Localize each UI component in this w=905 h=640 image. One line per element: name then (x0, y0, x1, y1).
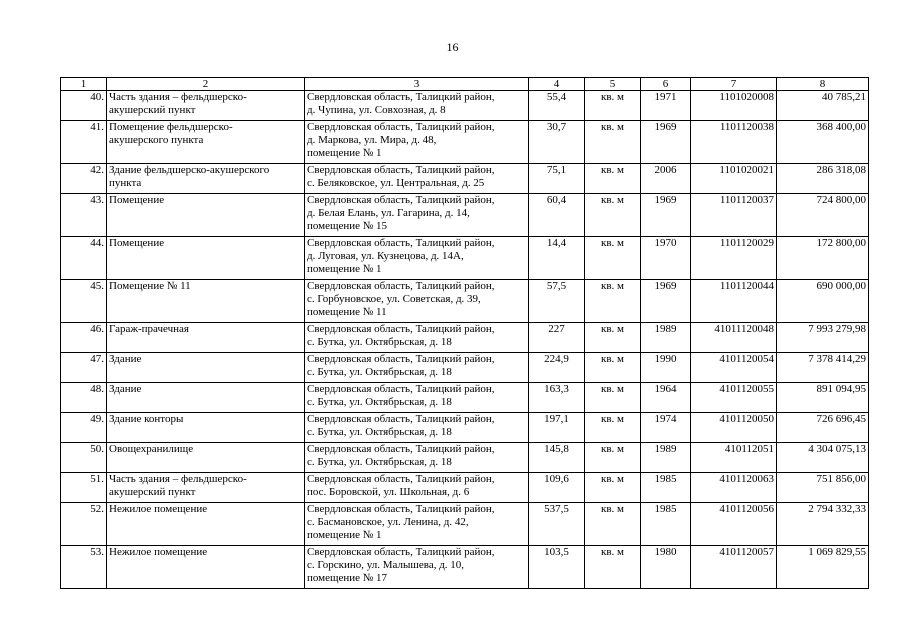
object-year: 1980 (641, 546, 691, 589)
object-year: 1985 (641, 503, 691, 546)
object-address-line: с. Бутка, ул. Октябрьская, д. 18 (307, 366, 452, 378)
inventory-code: 1101120037 (691, 194, 777, 237)
object-name (107, 323, 305, 353)
object-area: 75,1 (529, 164, 585, 194)
object-year: 1989 (641, 323, 691, 353)
object-name (107, 194, 305, 237)
object-address (305, 164, 529, 194)
table-row (61, 503, 869, 546)
object-address-line: помещение № 1 (307, 147, 382, 159)
row-number: 41. (61, 121, 107, 164)
object-address-line: Свердловская область, Талицкий район, (307, 280, 495, 292)
object-name-line: Помещение фельдшерско- (109, 121, 233, 133)
object-address-line: с. Басмановское, ул. Ленина, д. 42, (307, 516, 469, 528)
object-area: 163,3 (529, 383, 585, 413)
object-cost: 1 069 829,55 (777, 546, 869, 589)
object-name-line: Здание (109, 383, 142, 395)
inventory-code: 4101120063 (691, 473, 777, 503)
inventory-code: 1101120038 (691, 121, 777, 164)
object-address-line: с. Бутка, ул. Октябрьская, д. 18 (307, 396, 452, 408)
object-address-line: помещение № 15 (307, 220, 388, 232)
table-header-row (61, 78, 869, 91)
object-address-line: Свердловская область, Талицкий район, (307, 323, 495, 335)
object-area: 224,9 (529, 353, 585, 383)
object-year: 1970 (641, 237, 691, 280)
object-name-line: Здание конторы (109, 413, 184, 425)
object-area: 145,8 (529, 443, 585, 473)
object-cost: 4 304 075,13 (777, 443, 869, 473)
object-area: 30,7 (529, 121, 585, 164)
table-row (61, 194, 869, 237)
object-address-line: Свердловская область, Талицкий район, (307, 546, 495, 558)
inventory-code: 41011120048 (691, 323, 777, 353)
object-name-line: акушерский пункт (109, 104, 196, 116)
object-address-line: с. Горскино, ул. Малышева, д. 10, (307, 559, 465, 571)
object-year: 1969 (641, 121, 691, 164)
object-area: 197,1 (529, 413, 585, 443)
object-cost: 172 800,00 (777, 237, 869, 280)
area-unit: кв. м (585, 323, 641, 353)
object-name (107, 237, 305, 280)
area-unit: кв. м (585, 473, 641, 503)
column-header: 8 (777, 78, 869, 91)
object-area: 60,4 (529, 194, 585, 237)
table-row (61, 443, 869, 473)
object-year: 1964 (641, 383, 691, 413)
row-number: 48. (61, 383, 107, 413)
inventory-code: 4101120050 (691, 413, 777, 443)
object-address (305, 323, 529, 353)
object-address-line: Свердловская область, Талицкий район, (307, 194, 495, 206)
table-row (61, 473, 869, 503)
property-table (60, 77, 869, 589)
area-unit: кв. м (585, 443, 641, 473)
object-address (305, 280, 529, 323)
column-header: 6 (641, 78, 691, 91)
object-name (107, 383, 305, 413)
object-year: 1990 (641, 353, 691, 383)
area-unit: кв. м (585, 383, 641, 413)
object-year: 1974 (641, 413, 691, 443)
object-name-line: Нежилое помещение (109, 503, 208, 515)
page-number: 16 (446, 40, 459, 54)
object-address-line: Свердловская область, Талицкий район, (307, 121, 495, 133)
inventory-code: 1101120029 (691, 237, 777, 280)
area-unit: кв. м (585, 164, 641, 194)
object-year: 1985 (641, 473, 691, 503)
object-area: 57,5 (529, 280, 585, 323)
table-row (61, 546, 869, 589)
object-name (107, 280, 305, 323)
object-address-line: пос. Боровской, ул. Школьная, д. 6 (307, 486, 470, 498)
object-address-line: с. Беляковское, ул. Центральная, д. 25 (307, 177, 485, 189)
inventory-code: 410112051 (691, 443, 777, 473)
object-address (305, 121, 529, 164)
inventory-code: 4101120056 (691, 503, 777, 546)
object-name (107, 353, 305, 383)
inventory-code: 1101020021 (691, 164, 777, 194)
table-row (61, 280, 869, 323)
object-name (107, 473, 305, 503)
row-number: 45. (61, 280, 107, 323)
area-unit: кв. м (585, 237, 641, 280)
object-cost: 286 318,08 (777, 164, 869, 194)
row-number: 46. (61, 323, 107, 353)
object-address-line: д. Маркова, ул. Мира, д. 48, (307, 134, 437, 146)
object-address-line: с. Бутка, ул. Октябрьская, д. 18 (307, 336, 452, 348)
object-name (107, 121, 305, 164)
object-cost: 2 794 332,33 (777, 503, 869, 546)
object-year: 1989 (641, 443, 691, 473)
inventory-code: 4101120055 (691, 383, 777, 413)
object-name (107, 546, 305, 589)
inventory-code: 1101120044 (691, 280, 777, 323)
object-area: 227 (529, 323, 585, 353)
object-address-line: Свердловская область, Талицкий район, (307, 164, 495, 176)
row-number: 49. (61, 413, 107, 443)
column-header: 7 (691, 78, 777, 91)
area-unit: кв. м (585, 194, 641, 237)
object-address-line: д. Чупина, ул. Совхозная, д. 8 (307, 104, 446, 116)
table-row (61, 91, 869, 121)
inventory-code: 4101120057 (691, 546, 777, 589)
object-address (305, 194, 529, 237)
object-address-line: с. Бутка, ул. Октябрьская, д. 18 (307, 456, 452, 468)
table-row (61, 164, 869, 194)
object-cost: 724 800,00 (777, 194, 869, 237)
object-address-line: с. Горбуновское, ул. Советская, д. 39, (307, 293, 481, 305)
object-area: 103,5 (529, 546, 585, 589)
area-unit: кв. м (585, 413, 641, 443)
object-name-line: Помещение (109, 194, 165, 206)
object-year: 1969 (641, 280, 691, 323)
object-address-line: помещение № 17 (307, 572, 388, 584)
object-area: 55,4 (529, 91, 585, 121)
table-row (61, 383, 869, 413)
row-number: 50. (61, 443, 107, 473)
object-name-line: Здание (109, 353, 142, 365)
row-number: 51. (61, 473, 107, 503)
object-name-line: Овощехранилище (109, 443, 194, 455)
row-number: 52. (61, 503, 107, 546)
object-name-line: акушерского пункта (109, 134, 204, 146)
object-year: 1969 (641, 194, 691, 237)
object-address (305, 473, 529, 503)
object-cost: 40 785,21 (777, 91, 869, 121)
object-address-line: помещение № 11 (307, 306, 387, 318)
object-address (305, 413, 529, 443)
object-address-line: Свердловская область, Талицкий район, (307, 91, 495, 103)
column-header: 2 (107, 78, 305, 91)
object-area: 109,6 (529, 473, 585, 503)
object-cost: 690 000,00 (777, 280, 869, 323)
column-header: 1 (61, 78, 107, 91)
object-name-line: акушерский пункт (109, 486, 196, 498)
object-address (305, 237, 529, 280)
object-cost: 751 856,00 (777, 473, 869, 503)
object-address (305, 503, 529, 546)
object-address-line: Свердловская область, Талицкий район, (307, 473, 495, 485)
object-address-line: Свердловская область, Талицкий район, (307, 443, 495, 455)
area-unit: кв. м (585, 503, 641, 546)
object-year: 1971 (641, 91, 691, 121)
inventory-code: 4101120054 (691, 353, 777, 383)
object-name (107, 164, 305, 194)
object-cost: 7 378 414,29 (777, 353, 869, 383)
object-address-line: Свердловская область, Талицкий район, (307, 413, 495, 425)
object-cost: 368 400,00 (777, 121, 869, 164)
area-unit: кв. м (585, 121, 641, 164)
object-address (305, 443, 529, 473)
object-year: 2006 (641, 164, 691, 194)
object-name-line: Здание фельдшерско-акушерского (109, 164, 270, 176)
object-name-line: Часть здания – фельдшерско- (109, 91, 247, 103)
object-name (107, 503, 305, 546)
table-row (61, 353, 869, 383)
table-row (61, 413, 869, 443)
object-name (107, 443, 305, 473)
object-address (305, 91, 529, 121)
column-header: 3 (305, 78, 529, 91)
object-address (305, 383, 529, 413)
row-number: 40. (61, 91, 107, 121)
table-row (61, 121, 869, 164)
row-number: 42. (61, 164, 107, 194)
row-number: 53. (61, 546, 107, 589)
row-number: 43. (61, 194, 107, 237)
area-unit: кв. м (585, 353, 641, 383)
object-address-line: помещение № 1 (307, 263, 382, 275)
row-number: 44. (61, 237, 107, 280)
object-address-line: д. Белая Елань, ул. Гагарина, д. 14, (307, 207, 470, 219)
table-row (61, 323, 869, 353)
object-name-line: Гараж-прачечная (109, 323, 189, 335)
object-name-line: пункта (109, 177, 142, 189)
object-address-line: Свердловская область, Талицкий район, (307, 353, 495, 365)
object-address (305, 353, 529, 383)
object-name (107, 91, 305, 121)
row-number: 47. (61, 353, 107, 383)
column-header: 4 (529, 78, 585, 91)
object-name-line: Нежилое помещение (109, 546, 208, 558)
column-header: 5 (585, 78, 641, 91)
object-address-line: д. Луговая, ул. Кузнецова, д. 14А, (307, 250, 464, 262)
object-address-line: Свердловская область, Талицкий район, (307, 503, 495, 515)
object-name-line: Помещение № 11 (109, 280, 191, 292)
inventory-code: 1101020008 (691, 91, 777, 121)
object-name-line: Помещение (109, 237, 165, 249)
object-name (107, 413, 305, 443)
object-area: 537,5 (529, 503, 585, 546)
object-address-line: помещение № 1 (307, 529, 382, 541)
object-address (305, 546, 529, 589)
object-name-line: Часть здания – фельдшерско- (109, 473, 247, 485)
object-address-line: Свердловская область, Талицкий район, (307, 237, 495, 249)
object-address-line: с. Бутка, ул. Октябрьская, д. 18 (307, 426, 452, 438)
table-row (61, 237, 869, 280)
object-area: 14,4 (529, 237, 585, 280)
area-unit: кв. м (585, 91, 641, 121)
object-cost: 726 696,45 (777, 413, 869, 443)
area-unit: кв. м (585, 280, 641, 323)
area-unit: кв. м (585, 546, 641, 589)
object-cost: 7 993 279,98 (777, 323, 869, 353)
object-cost: 891 094,95 (777, 383, 869, 413)
object-address-line: Свердловская область, Талицкий район, (307, 383, 495, 395)
